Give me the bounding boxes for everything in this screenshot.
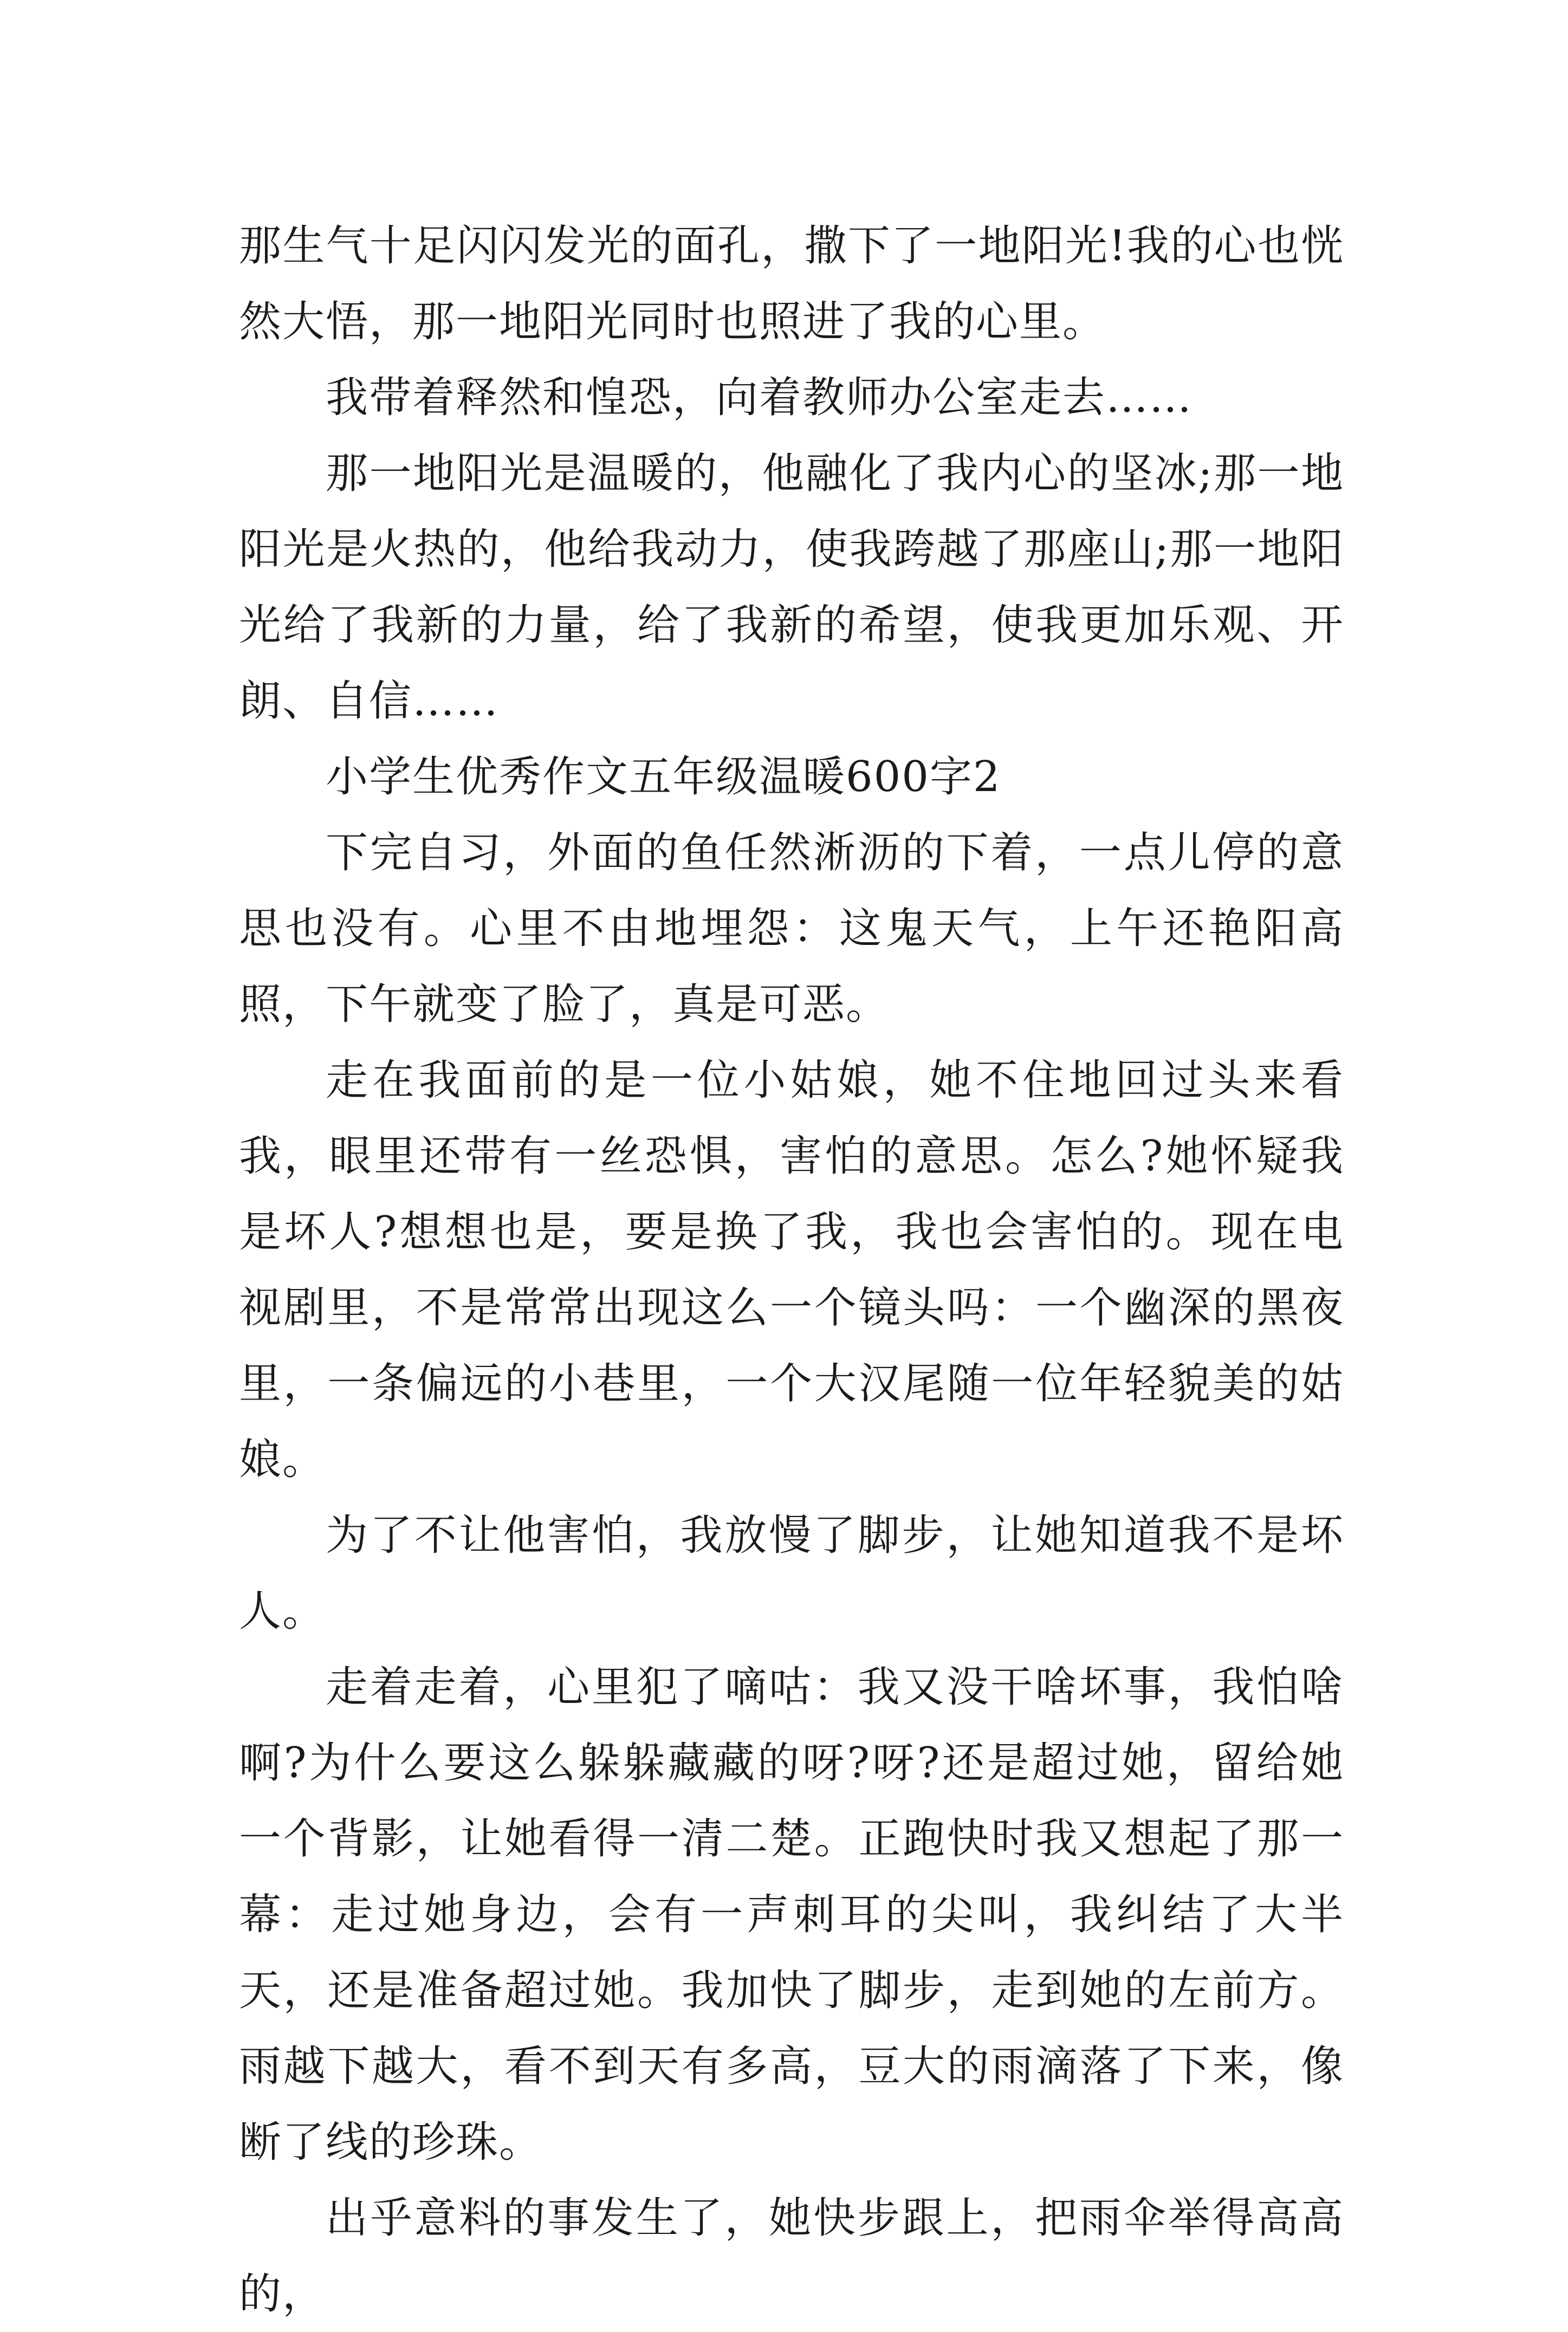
paragraph-3: 那一地阳光是温暖的，他融化了我内心的坚冰;那一地阳光是火热的，他给我动力，使我跨越了那座山;那一地阳光给了我新的力量，给了我新的希望，使我更加乐观、开朗、自信…… [239, 449, 1344, 725]
paragraph-7: 走着走着，心里犯了嘀咕：我又没干啥坏事，我怕啥啊?为什么要这么躲躲藏藏的呀?呀?还是超过她，留给她一个背影，让她看得一清二楚。正跑快时我又想起了那一幕：走过她身边，会有一声刺耳的尖叫，我纠结了大半天，还是准备超过她。我加快了脚步，走到她的左前方。雨越下越大，看不到天有多高，豆大的雨滴落了下来，像断了线的珍珠。 [239, 1663, 1344, 2167]
paragraph-8: 出乎意料的事发生了，她快步跟上，把雨伞举得高高的， [239, 2194, 1344, 2318]
paragraph-1: 那生气十足闪闪发光的面孔，撒下了一地阳光!我的心也恍然大悟，那一地阳光同时也照进了我的心里。 [239, 222, 1344, 346]
section-heading: 小学生优秀作文五年级温暖600字2 [326, 753, 1001, 801]
paragraph-6: 为了不让他害怕，我放慢了脚步，让她知道我不是坏人。 [239, 1511, 1344, 1636]
paragraph-5: 走在我面前的是一位小姑娘，她不住地回过头来看我，眼里还带有一丝恐惧，害怕的意思。怎么?她怀疑我是坏人?想想也是，要是换了我，我也会害怕的。现在电视剧里，不是常常出现这么一个镜头吗：一个幽深的黑夜里，一条偏远的小巷里，一个大汉尾随一位年轻貌美的姑娘。 [239, 1056, 1344, 1484]
paragraph-2: 我带着释然和惶恐，向着教师办公室走去…… [326, 373, 1193, 422]
paragraph-4: 下完自习，外面的鱼任然淅沥的下着，一点儿停的意思也没有。心里不由地埋怨：这鬼天气，上午还艳阳高照，下午就变了脸了，真是可恶。 [239, 828, 1344, 1029]
document-body [239, 208, 1344, 2332]
